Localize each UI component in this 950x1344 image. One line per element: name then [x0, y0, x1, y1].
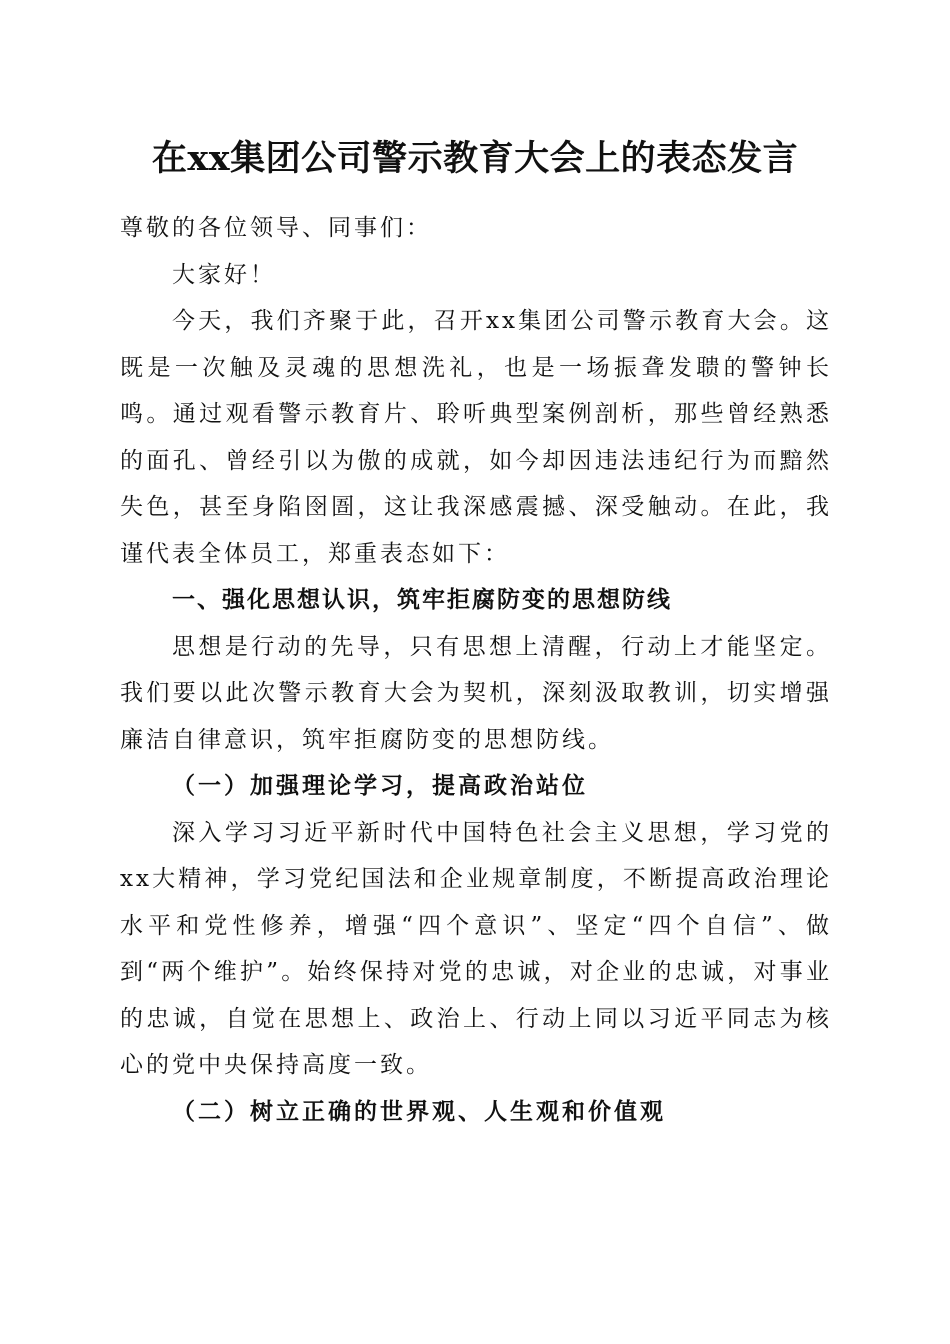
subsection-heading-1: （一）加强理论学习，提高政治站位: [172, 772, 588, 799]
subsection-1-paragraph: 深入学习习近平新时代中国特色社会主义思想，学习党的xx大精神，学习党纪国法和企业规章制度，不断提高政治理论水平和党性修养，增强“四个意识”、坚定“四个自信”、做到“两个维护”。始终保持对党的忠诚，对企业的忠诚，对事业的忠诚，自觉在思想上、政治上、行动上同以习近平同志为核心的党中央保持高度一致。: [120, 819, 832, 1078]
subsection-heading-2: （二）树立正确的世界观、人生观和价值观: [172, 1097, 666, 1125]
greeting: 大家好！: [172, 261, 276, 288]
document-body: [120, 205, 832, 1135]
intro-paragraph: 今天，我们齐聚于此，召开xx集团公司警示教育大会。这既是一次触及灵魂的思想洗礼，也是一场振聋发聩的警钟长鸣。通过观看警示教育片、聆听典型案例剖析，那些曾经熟悉的面孔、曾经引以为傲的成就，如今却因违法违纪行为而黯然失色，甚至身陷囹圄，这让我深感震撼、深受触动。在此，我谨代表全体员工，郑重表态如下：: [120, 308, 832, 567]
section-1-paragraph: 思想是行动的先导，只有思想上清醒，行动上才能坚定。我们要以此次警示教育大会为契机，深刻汲取教训，切实增强廉洁自律意识，筑牢拒腐防变的思想防线。: [120, 633, 832, 753]
salutation: 尊敬的各位领导、同事们：: [120, 215, 432, 241]
document-title: 在xx集团公司警示教育大会上的表态发言: [151, 138, 799, 179]
section-heading-1: 一、强化思想认识，筑牢拒腐防变的思想防线: [172, 587, 672, 613]
